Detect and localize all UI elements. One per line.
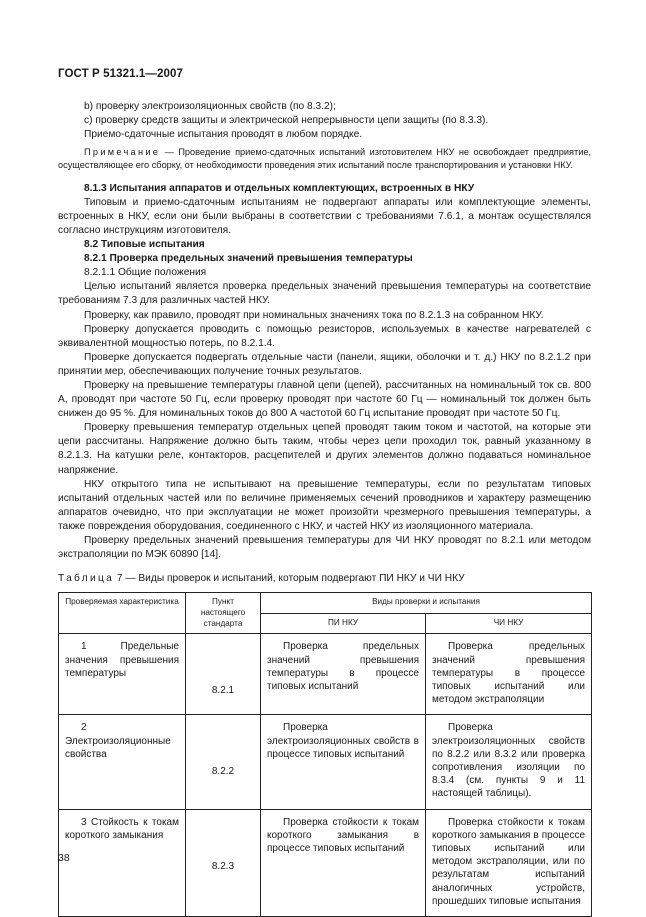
cell-clause: 8.2.1 [186, 634, 261, 715]
list-item-c: c) проверку средств защиты и электрической непрерывности цепи защиты (по 8.3.3). [84, 115, 489, 127]
cell-chi: Проверка стойкости к токам короткого замыкания в процессе типовых испытаний или методом экстраполяции, или по результатам испытаний аналогичных устройств, прошедших типовые испытания [426, 809, 592, 916]
header-pi: ПИ НКУ [261, 613, 426, 634]
paragraph: Проверке допускается подвергать отдельные части (панели, ящики, оболочки и т. д.) НКУ по 8.2.1.2 при принятии мер, обеспечивающих получение точных результатов. [58, 351, 591, 377]
cell-characteristic: 2 Электроизоляционные свойства [59, 715, 186, 809]
note-text: — Проведение приемо-сдаточных испытаний изготовителем НКУ не освобождает предприятие, осуществляющее его сборку, от необходимости проведения этих испытаний после транспортирования и установки НКУ. [58, 147, 591, 171]
note [58, 146, 591, 172]
table-caption [58, 572, 591, 586]
header-chi: ЧИ НКУ [426, 613, 592, 634]
table-row [59, 634, 592, 715]
paragraph: НКУ открытого типа не испытывают на превышение температуры, если по результатам типовых испытаний отдельных частей или по величине применяемых сечений проводников и характеру размещению аппаратов очевидно, что при эксплуатации не может произойти чрезмерного превышения температуры, а также повреждения оборудования, соединенного с НКУ, и частей НКУ из изоляционного материала. [58, 478, 591, 532]
paragraph: Проверку допускается проводить с помощью резисторов, используемых в качестве нагревателей с эквивалентной мощностью потерь, по 8.2.1.4. [58, 323, 591, 349]
section-heading-8-2: 8.2 Типовые испытания [84, 239, 205, 251]
cell-chi: Проверка предельных значений превышения температуры в процессе типовых испытаний или методом экстраполяции [426, 634, 592, 715]
paragraph: Целью испытаний является проверка предельных значений превышения температуры на соответствие требованиям 7.3 для различных частей НКУ. [58, 281, 591, 307]
header-clause: Пункт настоящего стандарта [186, 593, 261, 634]
paragraph: Типовым и приемо-сдаточным испытаниям не подвергают аппараты или комплектующие элементы, встроенных в НКУ, если они были выбраны в соответствии с требованиями 7.6.1, а монтаж осуществлялся согласно инструкциям изготовителя. [58, 196, 591, 236]
inspection-table [58, 592, 592, 917]
table-row [59, 715, 592, 809]
header-test-types: Виды проверки и испытания [261, 593, 592, 614]
paragraph: Приемо-сдаточные испытания проводят в любом порядке. [84, 129, 363, 141]
cell-clause: 8.2.3 [186, 809, 261, 916]
section-heading-8-1-3: 8.1.3 Испытания аппаратов и отдельных комплектующих, встроенных в НКУ [84, 182, 475, 194]
section-heading-8-2-1-1: 8.2.1.1 Общие положения [84, 267, 207, 279]
document-body [58, 100, 591, 917]
paragraph: Проверку превышения температур отдельных цепей проводят таким током и частотой, на которые эти цепи рассчитаны. Напряжение должно быть таким, чтобы через цепи проходил ток, равный указанному в 8.2.1.3. На катушки реле, контакторов, расцепителей и других элементов должно подаваться номинальное напряжение. [58, 422, 591, 476]
header-characteristic: Проверяемая характеристика [59, 593, 186, 634]
cell-pi: Проверка стойкости к токам короткого замыкания в процессе типовых испытаний [261, 809, 426, 916]
cell-chi: Проверка электроизоляционных свойств по 8.2.2 или 8.3.2 или проверка сопротивления изоляции по 8.3.4 (см. пункты 9 и 11 настоящей таблицы). [426, 715, 592, 809]
list-item-b: b) проверку электроизоляционных свойств (по 8.3.2); [84, 101, 336, 112]
page-number: 38 [58, 852, 70, 864]
cell-characteristic: 3 Стойкость к токам короткого замыкания [59, 809, 186, 916]
paragraph: Проверку, как правило, проводят при номинальных значениях тока по 8.2.1.3 на собранном НКУ. [84, 309, 544, 321]
cell-clause: 8.2.2 [186, 715, 261, 809]
cell-pi: Проверка электроизоляционных свойств в процессе типовых испытаний [261, 715, 426, 809]
table-caption-text: 7 — Виды проверок и испытаний, которым подвергают ПИ НКУ и ЧИ НКУ [114, 573, 465, 585]
cell-pi: Проверка предельных значений превышения температуры в процессе типовых испытаний [261, 634, 426, 715]
paragraph: Проверку предельных значений превышения температуры для ЧИ НКУ проводят по 8.2.1 или методом экстраполяции по МЭК 60890 [14]. [58, 535, 591, 561]
table-caption-label: Таблица [58, 573, 115, 585]
document-header: ГОСТ Р 51321.1—2007 [58, 68, 183, 80]
cell-characteristic: 1 Предельные значения превышения температуры [59, 634, 186, 715]
paragraph: Проверку на превышение температуры главной цепи (цепей), рассчитанных на номинальный ток св. 800 А, проводят при частоте 50 Гц, если проверку проводят при частоте 60 Гц — номинальный ток должен быть снижен до 95 %. Для номинальных токов до 800 А частотой 60 Гц испытание проводят при частоте 50 Гц. [58, 380, 591, 420]
table-row [59, 809, 592, 916]
note-label: Примечание [84, 147, 161, 158]
section-heading-8-2-1: 8.2.1 Проверка предельных значений превышения температуры [84, 253, 413, 265]
